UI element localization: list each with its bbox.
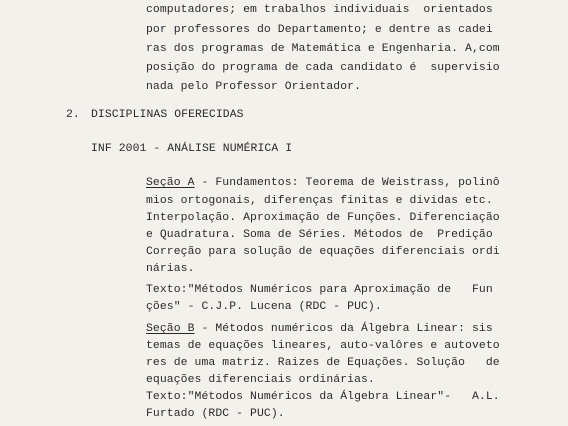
intro-line-4: posição do programa de cada candidato é supervisio [146, 62, 500, 74]
secao-b-text: - Métodos numéricos da Álgebra Linear: sis [194, 323, 493, 335]
secao-b-label: Seção B [146, 323, 195, 335]
texto-a-line-2: ções" - C.J.P. Lucena (RDC - PUC). [146, 301, 382, 313]
section-title: DISCIPLINAS OFERECIDAS [91, 109, 244, 121]
texto-a-line-1: Texto:"Métodos Numéricos para Aproximação de Fun [146, 284, 493, 296]
secao-a-label: Seção A [146, 177, 195, 189]
intro-line-3: ras dos programas de Matemática e Engenharia. A,com [146, 43, 500, 55]
secao-a-line-4: e Quadratura. Soma de Séries. Métodos de Predição [146, 229, 493, 241]
secao-a-line-3: Interpolação. Aproximação de Funções. Diferenciação [146, 212, 500, 224]
secao-a-line-1 [146, 178, 500, 189]
secao-a-line-2: mios ortogonais, diferenças finitas e dividas etc. [146, 195, 493, 207]
secao-b-line-2: temas de equações lineares, auto-valôres e autoveto [146, 340, 500, 352]
secao-b-line-3: res de uma matriz. Raizes de Equações. Solução de [146, 357, 500, 369]
texto-b-line-1: Texto:"Métodos Numéricos da Álgebra Linear"- A.L. [146, 391, 500, 403]
intro-line-1: computadores; em trabalhos individuais orientados [146, 4, 493, 16]
section-number: 2. [66, 109, 80, 121]
intro-line-5: nada pelo Professor Orientador. [146, 81, 362, 93]
secao-b-line-1 [146, 324, 493, 335]
secao-a-text: - Fundamentos: Teorema de Weistrass, polinô [194, 177, 500, 189]
secao-a-line-5: Correção para solução de equações diferenciais ordi [146, 246, 500, 258]
intro-line-2: por professores do Departamento; e dentre as cadei [146, 24, 493, 36]
texto-b-line-2: Furtado (RDC - PUC). [146, 408, 285, 420]
course-title: INF 2001 - ANÁLISE NUMÉRICA I [91, 143, 293, 155]
secao-a-line-6: nárias. [146, 263, 195, 275]
secao-b-line-4: equações diferenciais ordinárias. [146, 374, 375, 386]
